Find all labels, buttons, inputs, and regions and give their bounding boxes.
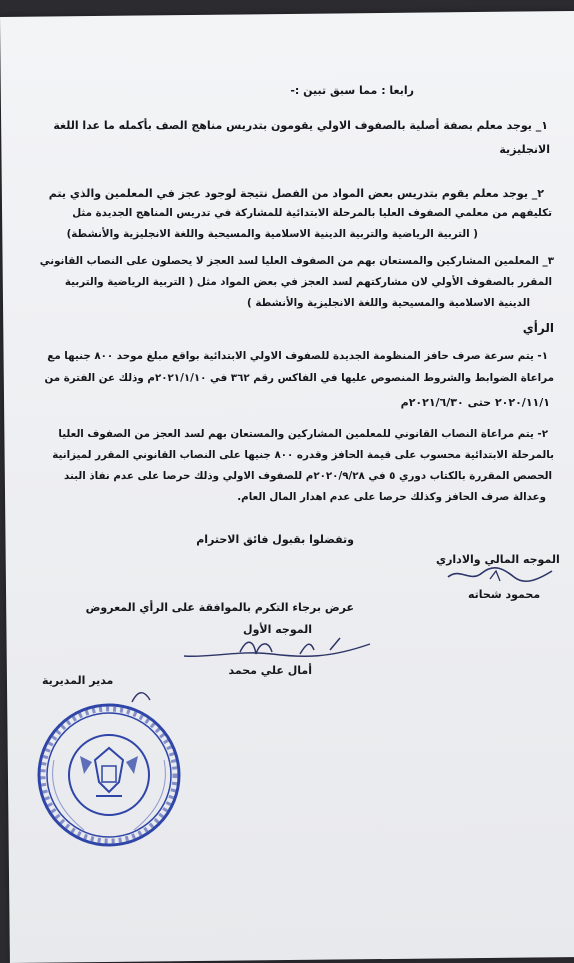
- opinion-heading: الرأي: [522, 321, 554, 335]
- opinion-2-line-2: بالمرحلة الابتدائية محسوب على قيمة الحافز وقدره ٨٠٠ جنيها على النصاب القانوني المقرر لميزانية: [52, 449, 554, 461]
- stamp-mark-icon: [128, 686, 158, 708]
- opinion-2-line-4: وعدالة صرف الحافز وكذلك حرصا على عدم اهدار المال العام.: [237, 491, 546, 503]
- opinion-1-line-3: ٢٠٢٠/١١/١ حتى ٢٠٢١/٦/٣٠م: [400, 396, 550, 409]
- finding-2-line-3: ( التربية الرياضية والتربية الدينية الاسلامية والمسيحية واللغة الانجليزية والأنشطة): [66, 228, 478, 240]
- section-header: رابعا : مما سبق تبين :-: [290, 84, 414, 97]
- opinion-2-line-1: ٢- يتم مراعاة النصاب القانوني للمعلمين المشاركين والمستعان بهم لسد العجز من الصفوف العليا: [58, 428, 548, 440]
- submission-line: عرض برجاء التكرم بالموافقة على الرأي المعروض: [85, 601, 354, 614]
- first-inspector-signature-icon: [180, 632, 380, 666]
- finding-3-line-1: ٣_ المعلمين المشاركين والمستعان بهم من الصفوف العليا لسد العجز لا يحصلون على النصاب القانوني: [39, 255, 554, 267]
- financial-inspector-title: الموجه المالي والاداري: [436, 553, 560, 566]
- finding-3-line-3: الدينية الاسلامية والمسيحية واللغة الانجليزية والأنشطة ): [247, 297, 530, 309]
- director-title: مدير المديرية: [42, 674, 114, 687]
- financial-inspector-name: محمود شحاته: [468, 588, 541, 601]
- finding-2-line-1: ٢_ يوجد معلم يقوم بتدريس بعض المواد من الفصل نتيجة لوجود عجز في المعلمين والذي يتم: [48, 187, 544, 200]
- finding-2-line-2: تكليفهم من معلمي الصفوف العليا بالمرحلة الابتدائية للمشاركة في تدريس المناهج الجديدة مثل: [72, 207, 552, 219]
- first-inspector-title: الموجه الأول: [243, 623, 312, 636]
- finding-3-line-2: المقرر بالصفوف الأولي لان مشاركتهم لسد العجز في بعض المواد مثل ( التربية الرياضية والتربية: [64, 276, 552, 288]
- finding-1-line-1: ١_ يوجد معلم بصفة أصلية بالصفوف الاولي يقومون بتدريس مناهج الصف بأكمله ما عدا اللغة: [53, 119, 548, 132]
- opinion-1-line-1: ١- يتم سرعة صرف حافز المنظومة الجديدة للصفوف الاولي الابتدائية بواقع مبلغ موحد ٨٠٠ جنيها مع: [47, 350, 548, 362]
- financial-signature-icon: [440, 563, 560, 587]
- official-stamp-icon: [34, 700, 184, 850]
- first-inspector-name: أمال علي محمد: [228, 664, 312, 677]
- opinion-2-line-3: الحصص المقررة بالكتاب دوري ٥ في ٢٠٢٠/٩/٢٨م للصفوف الاولي وذلك حرصا على عدم نفاذ البند: [64, 470, 552, 482]
- opinion-1-line-2: مراعاة الضوابط والشروط المنصوص عليها في الفاكس رقم ٣٦٢ في ٢٠٢١/١/١٠م وذلك عن الفترة من: [44, 372, 554, 384]
- closing-line: وتفضلوا بقبول فائق الاحترام: [196, 533, 354, 546]
- finding-1-line-2: الانجليزية: [499, 143, 550, 156]
